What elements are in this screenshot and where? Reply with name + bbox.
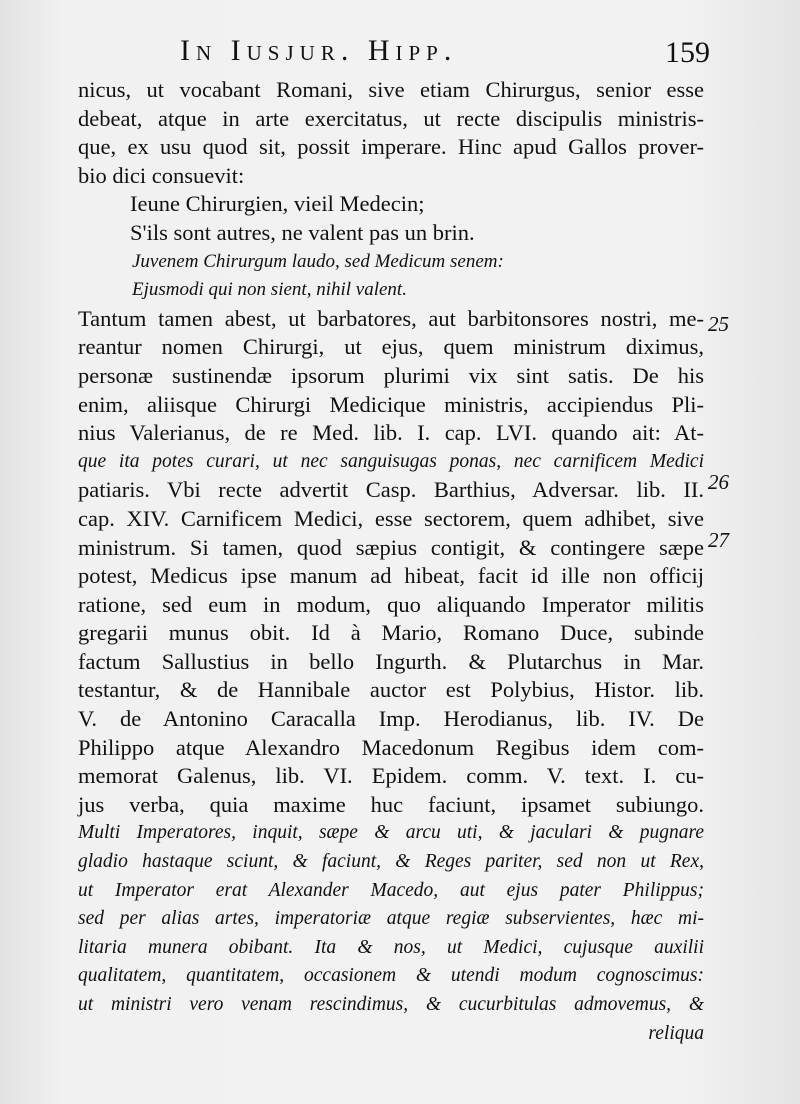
margin-number: 27 [708,528,729,552]
text-line: ministrum. Si tamen, quod sæpius contigit, & contingere sæpe [78,534,704,560]
margin-number: 26 [708,470,729,494]
text-line: jus verba, quia maxime huc faciunt, ipsamet subiungo. [78,791,704,817]
text-line: memorat Galenus, lib. VI. Epidem. comm. V. text. I. cu- [78,763,704,789]
text-line: Tantum tamen abest, ut barbatores, aut barbitonsores nostri, me- [78,305,704,331]
text-line: nius Valerianus, de re Med. lib. I. cap. LVI. quando ait: At- [78,420,704,446]
verse-translation-line: Ejusmodi qui non sient, nihil valent. [132,279,407,301]
text-line: cap. XIV. Carnificem Medici, esse sectorem, quem adhibet, sive [78,505,704,531]
page-number: 159 [665,36,710,69]
text-line: testantur, & de Hannibale auctor est Polybius, Histor. lib. [78,677,704,703]
verse-line: Ieune Chirurgien, vieil Medecin; [130,191,425,217]
quote-line: que ita potes curari, ut nec sanguisugas ponas, nec carnificem Medici [78,450,704,472]
quote-line: qualitatem, quantitatem, occasionem & utendi modum cognoscimus: [78,965,704,987]
text-line: nicus, ut vocabant Romani, sive etiam Chirurgus, senior esse [78,77,704,102]
quote-line: litaria munera obibant. Ita & nos, ut Medici, cujusque auxilii [78,936,704,958]
text-line: reantur nomen Chirurgi, ut ejus, quem ministrum diximus, [78,334,704,360]
quote-line: Multi Imperatores, inquit, sæpe & arcu uti, & jaculari & pugnare [78,822,704,844]
text-line: debeat, atque in arte exercitatus, ut recte discipulis ministris- [78,105,704,131]
quote-line: sed per alias artes, imperatoriæ atque regiæ subservientes, hæc mi- [78,908,704,930]
quote-line: gladio hastaque sciunt, & faciunt, & Reges pariter, sed non ut Rex, [78,851,704,873]
text-line: Philippo atque Alexandro Macedonum Regibus idem com- [78,734,704,760]
text-line: ratione, sed eum in modum, quo aliquando Imperator militis [78,591,704,617]
quote-line: ut Imperator erat Alexander Macedo, aut ejus pater Philippus; [78,879,704,901]
text-line: patiaris. Vbi recte advertit Casp. Barthius, Adversar. lib. II. [78,477,704,503]
text-line: enim, aliisque Chirurgi Medicique ministris, accipiendus Pli- [78,391,704,417]
catchword: reliqua [648,1022,704,1044]
text-line: que, ex usu quod sit, possit imperare. Hinc apud Gallos prover- [78,134,704,160]
text-line: potest, Medicus ipse manum ad hibeat, facit id ille non officij [78,563,704,589]
text-line: V. de Antonino Caracalla Imp. Herodianus, lib. IV. De [78,706,704,732]
quote-line: ut ministri vero venam rescindimus, & cucurbitulas admovemus, & [78,994,704,1015]
text-line: personæ sustinendæ ipsorum plurimi vix sint satis. De his [78,362,704,388]
running-head: In Iusjur. Hipp. [180,34,458,67]
body-text [78,76,704,1048]
text-line: bio dici consuevit: [78,162,245,188]
margin-number: 25 [708,312,729,336]
text-line: gregarii munus obit. Id à Mario, Romano Duce, subinde [78,620,704,646]
page-header [150,32,710,72]
verse-translation-line: Juvenem Chirurgum laudo, sed Medicum senem: [132,250,504,272]
verse-line: S'ils sont autres, ne valent pas un brin. [130,219,475,245]
text-line: factum Sallustius in bello Ingurth. & Plutarchus in Mar. [78,648,704,674]
